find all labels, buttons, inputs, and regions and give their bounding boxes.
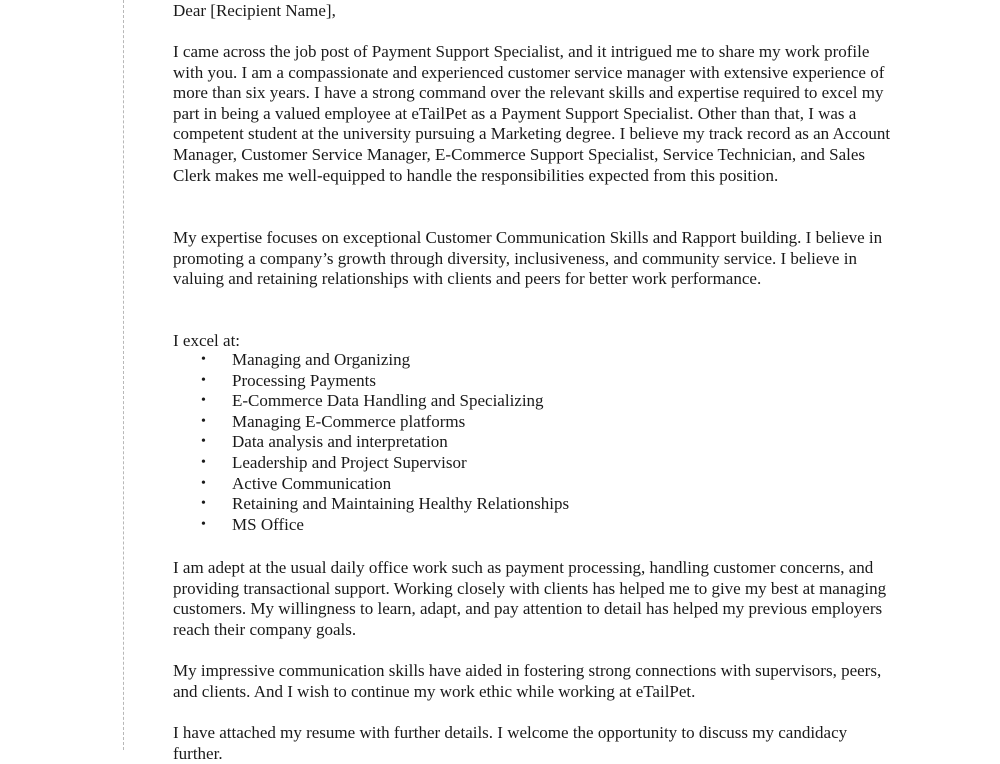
list-item: • Leadership and Project Supervisor [201,452,467,472]
communication-paragraph: My impressive communication skills have aided in fostering strong connections with supervisors, peers, and clients. And I wish to continue my work ethic while working at eTailPet. [173,661,882,701]
bullet-icon: • [201,454,206,470]
list-item: • Active Communication [201,473,392,493]
list-item: • Managing and Organizing [201,350,411,369]
list-item: • Retaining and Maintaining Healthy Relationships [201,494,570,514]
salutation: Dear [Recipient Name], [173,1,336,20]
skills-intro: I excel at: [173,331,241,350]
bullet-icon: • [201,516,206,532]
list-item: • Managing E-Commerce platforms [201,411,466,431]
bullet-icon: • [201,434,206,450]
page-margin-guide [123,0,124,750]
bullet-icon: • [201,352,206,367]
list-item: • Processing Payments [201,370,377,390]
list-item: • MS Office [201,514,304,534]
skills-list [173,350,569,535]
intro-paragraph: I came across the job post of Payment Support Specialist, and it intrigued me to share my work profile with you. I am a compassionate and experienced customer service manager with extensive experience of more than six years. I have a strong command over the relevant skills and expertise required to excel my part in being a valued employee at eTailPet as a Payment Support Specialist. Other than that, I was a competent student at the university pursuing a Marketing degree. I believe my track record as an Account Manager, Customer Service Manager, E-Commerce Support Specialist, Service Technician, and Sales Clerk makes me well-equipped to handle the responsibilities expected from this position. [173,42,891,185]
closing-paragraph: I have attached my resume with further details. I welcome the opportunity to discuss my candidacy further. [173,723,848,763]
bullet-icon: • [201,475,206,491]
bullet-icon: • [201,372,206,388]
bullet-icon: • [201,496,206,512]
list-item: • Data analysis and interpretation [201,432,448,452]
expertise-paragraph: My expertise focuses on exceptional Customer Communication Skills and Rapport building. I believe in promoting a company’s growth through diversity, inclusiveness, and community service. I believe in valuing and retaining relationships with clients and peers for better work performance. [173,228,883,289]
list-item: • E-Commerce Data Handling and Specializing [201,391,544,411]
bullet-icon: • [201,413,206,429]
daily-work-paragraph: I am adept at the usual daily office work such as payment processing, handling customer concerns, and providing transactional support. Working closely with clients has helped me to give my best at managing customers. My willingness to learn, adapt, and pay attention to detail has helped my previous employers reach their company goals. [173,558,887,639]
bullet-icon: • [201,393,206,409]
